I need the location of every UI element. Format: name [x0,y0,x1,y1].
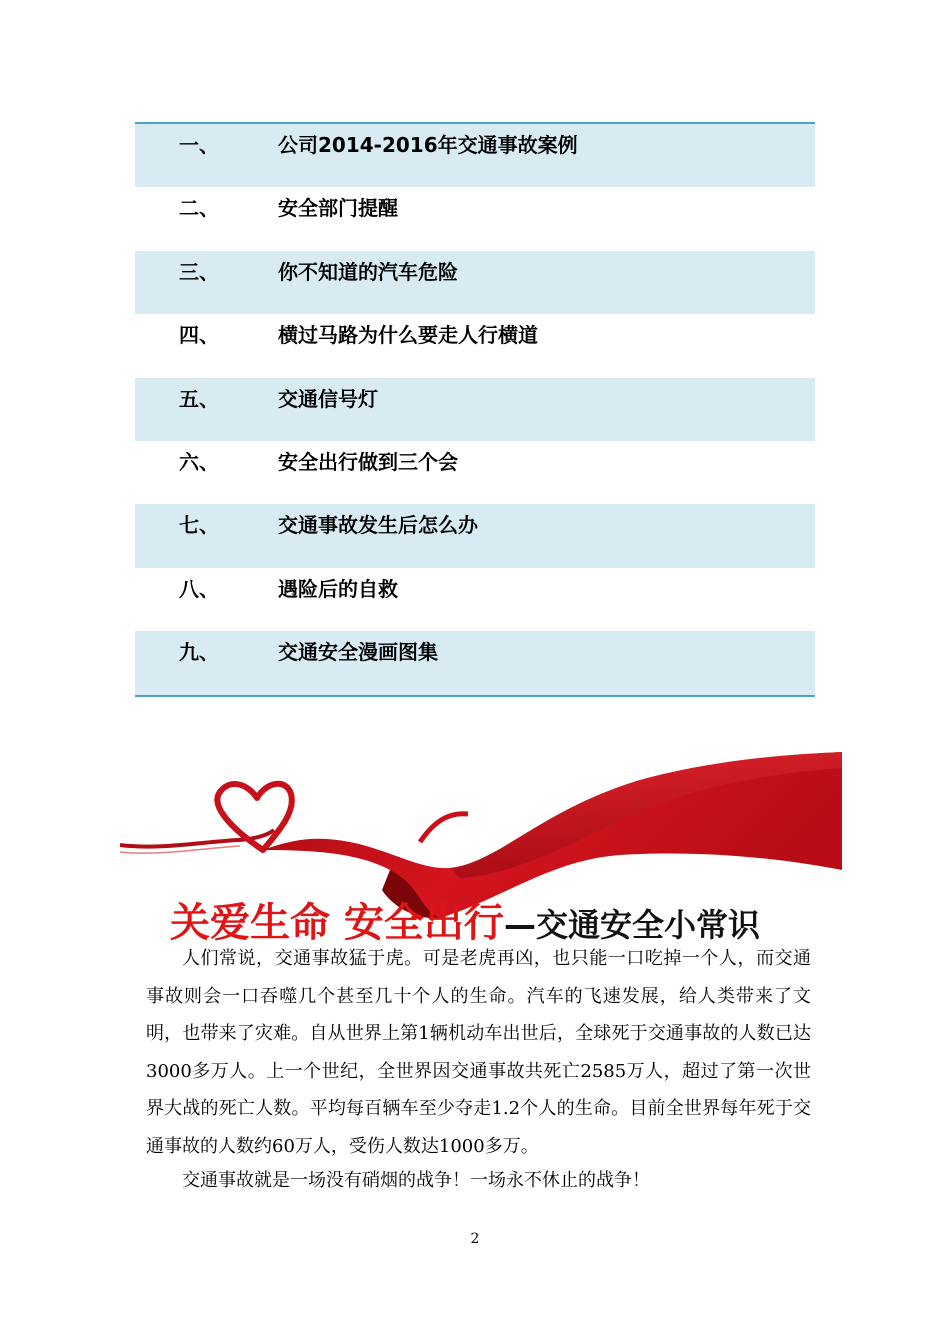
toc-row[interactable] [135,314,815,377]
toc-row[interactable] [135,124,815,187]
toc-title: 交通安全漫画图集 [278,640,438,665]
page-number: 2 [470,1231,480,1247]
toc-row[interactable] [135,251,815,314]
toc-row[interactable] [135,441,815,504]
toc-number: 一、 [179,133,219,157]
toc-title: 安全出行做到三个会 [278,449,458,474]
toc-title: 安全部门提醒 [278,196,398,221]
toc-number: 九、 [179,640,219,665]
toc-row[interactable] [135,504,815,567]
body-paragraph: 交通事故就是一场没有硝烟的战争！一场永不休止的战争！ [182,1170,650,1191]
toc-row[interactable] [135,378,815,441]
body-paragraph: 人们常说，交通事故猛于虎。可是老虎再凶，也只能一口吃掉一个人，而交通事故则会一口吞噬几个甚至几十个人的生命。汽车的飞速发展，给人类带来了文明，也带来了灾难。自从世界上第1辆机动车出世后，全球死于交通事故的人数已达3000多万人。上一个世纪，全世界因交通事故共死亡2585万人，超过了第一次世界大战的死亡人数。平均每百辆车至少夺走1.2个人的生命。目前全世界每年死于交通事故的人数约60万人，受伤人数达1000多万。 [146,948,811,1157]
toc-title: 横过马路为什么要走人行横道 [278,323,538,348]
toc-number: 八、 [179,576,219,601]
toc-number: 四、 [179,323,219,348]
toc-title: 遇险后的自救 [278,576,398,601]
table-of-contents [135,122,815,697]
toc-title: 你不知道的汽车危险 [278,259,458,284]
toc-number: 七、 [179,513,219,538]
toc-row[interactable] [135,568,815,631]
headline-subtitle: —交通安全小常识 [503,906,760,944]
headline-red-text: 关爱生命 安全出行 [170,900,504,946]
toc-number: 五、 [179,386,219,411]
toc-number: 三、 [179,259,219,284]
toc-number: 六、 [179,449,219,474]
red-ribbon-heart-banner [120,750,842,920]
toc-title: 公司2014-2016年交通事故案例 [278,133,578,157]
toc-title: 交通信号灯 [278,386,378,411]
toc-title: 交通事故发生后怎么办 [278,513,478,538]
toc-row[interactable] [135,631,815,694]
toc-row[interactable] [135,187,815,250]
toc-number: 二、 [179,196,219,221]
